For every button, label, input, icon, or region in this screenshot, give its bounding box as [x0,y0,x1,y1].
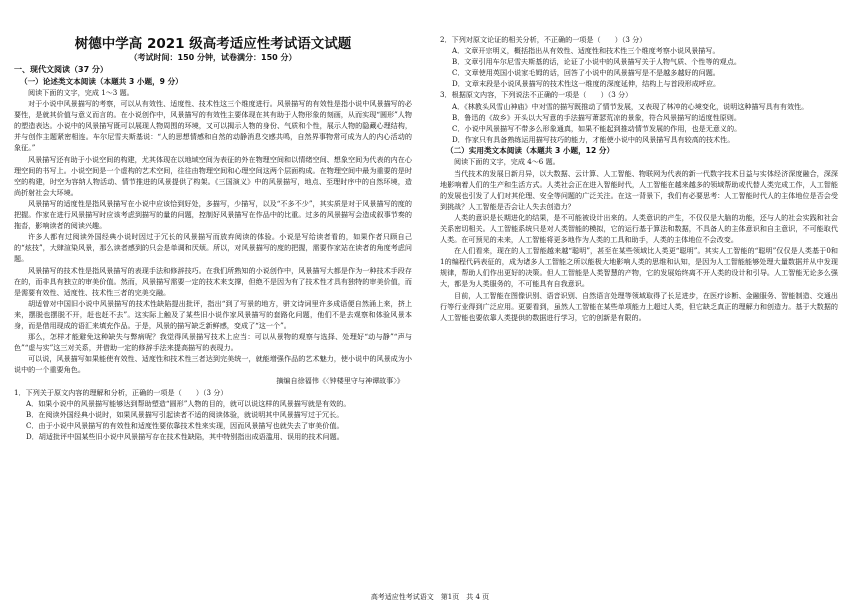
passage2-paragraph: 人类的意识是长期进化的结果，是不可能被设计出来的。人类意识的产生，不仅仅是大脑的功能，还与人的社会实践和社会关系密切相关。人工智能系统只是对人类智能的模拟，它的运行基于算法和数据，不具备人的主体意识和自主意识，不可能取代人类。在可预见的未来，人工智能将更多地作为人类的工具和助手，人类的主体地位不会改变。 [440,212,838,245]
instruction1: 阅读下面的文字，完成 1～3 题。 [28,88,134,97]
question-3-option: B．鲁迅的《故乡》开头以大写意的手法描写萧瑟荒凉的景象，符合风景描写的适度性原则。 [452,112,741,122]
question-2-stem: 2．下列对原文论证的相关分析，不正确的一项是（ ）（3 分） [440,35,647,44]
passage1-paragraph: 风景描写的技术性是指风景描写的表现手法和修辞技巧。在我们所熟知的小说创作中，风景描写大都是作为一种技术手段存在的，而非具有独立的审美价值。然而，风景描写需要一定的技术来支撑，但绝不是因为有了技术性才具有独特的审美价值，而是需要有效性、适度性、技术性三者的完美交融。 [14,265,412,297]
passage1-paragraph: 许多人都有过阅读外国经典小说时因过于冗长的风景描写而放弃阅读的体验。小说是写给读者看的，如果作者只顾自己的“炫技”，大肆渲染风景，那么读者感到的只会是单调和厌烦。所以，对风景描写的度的把握，需要作家站在读者的角度考虑问题。 [14,232,412,264]
passage1-paragraph: 那么，怎样才能避免这种缺失与弊病呢？我觉得风景描写技术上应当：可以从景物的观察与选择、处理好“动与静”“声与色”“虚与实”这三对关系，并借助一定的修辞手法来提高描写的表现力。 [14,332,412,353]
instruction2: 阅读下面的文字，完成 4～6 题。 [454,157,560,167]
question-1-option: B．在阅读外国经典小说时，如果风景描写引起读者不适的阅读体验，就说明其中风景描写过于冗长。 [26,409,344,419]
passage2-paragraph: 目前，人工智能在图像识别、语音识别、自然语言处理等领域取得了长足进步，在医疗诊断、金融服务、智能制造、交通出行等行业得到广泛应用。更要看到，虽然人工智能在某些单项能力上超过人类，但它缺乏真正的理解力和创造力。基于大数据的人工智能也要依靠人类提供的数据进行学习，它的创新是有限的。 [440,290,838,322]
section1-heading: 一、现代文阅读（37 分） [14,65,108,74]
passage1-paragraph: 胡适曾对中国旧小说中风景描写的技术性缺陷提出批评，指出“到了写景的地方，骈文诗词里许多成语便自然涌上来，挤上来，摆脱也摆脱不开，赶也赶不去”。这实际上触及了某些旧小说作家风景描写的套路化问题，他们不是去观察和体验风景本身，而是借用现成的语汇来填充作品。于是，风景的描写缺乏新鲜感，变成了“这一个”。 [14,298,412,330]
passage1-paragraph: 风景描写的适度性是指风景描写在小说中应该恰到好处，多描写，少描写，以及“不多不少”，其实质是对于风景描写的度的把握。作家在进行风景描写时应该考虑到描写的量的问题，控制好风景描写在作品中的比重。过多的风景描写会造成叙事节奏的拖沓，影响读者的阅读兴趣。 [14,198,412,231]
passage1-paragraph: 风景描写还有助于小说空间的构建，尤其体现在以地域空间为表征的外在物理空间和以情绪空间、想象空间为代表的内在心理空间的书写上。小说空间是一个虚构的艺术空间，往往由物理空间和心理空间这两个层面构成。在物理空间中最为重要的是时空的构建，时空为容纳人物活动、情节推进的风景提供了构架。《三国演义》中的风景描写，地点、至理时序中的自然环境，造尚折射社会大环境。 [14,154,412,197]
subsection1-heading: （一）论述类文本阅读（本题共 3 小题，9 分） [20,76,183,86]
question-1-option: C．由于小说中风景描写的有效性和适度性要依靠技术性来实现，因而风景描写也就失去了审美价值。 [26,420,344,430]
passage1-paragraph: 可以说，风景描写如果能使有效性、适度性和技术性三者达到完美统一，就能增强作品的艺术魅力，使小说中的风景成为小说中的一个重要角色。 [14,354,412,375]
question-3-option: A．《林教头风雪山神庙》中对雪的描写既推动了情节发展，又表现了林冲的心境变化，说明这种描写具有有效性。 [452,101,809,111]
passage1-paragraph: 对于小说中风景描写的考察，可以从有效性、适度性、技术性这三个维度进行。风景描写的有效性是指小说中风景描写的必要性，是就其价值与意义而言的。在小说创作中，风景描写的有效性主要体现在其有助于人物形象的刻画，从而实现“圆形”人物的塑造表达。小说中的风景描写既可以展现人物周围的环境，又可以揭示人物的身份、气质和个性，展示人物的隐藏心理结构，并与创作主题紧密相连。车尔尼雪夫斯基说：“人的思想情感和自然的动静消息交感共鸣，自然界事物常可成为人的内心活动的象征。” [14,99,412,153]
question-2-option: B．文章引用车尔尼雪夫斯基的话，论证了小说中的风景描写关于人物气质、个性等的观点。 [452,57,741,67]
question-2-option: C．文章使用英国小说家毛姆的话，回答了小说中的风景描写是不是越多越好的问题。 [452,68,720,78]
page-subtitle: （考试时间：150 分钟，试卷满分：150 分） [129,53,297,62]
passage2-paragraph: 当代技术的发展日新月异，以大数据、云计算、人工智能、物联网为代表的新一代数字技术日益与实体经济深度融合，深深地影响着人们的生产和生活方式。人类社会正在进入智能时代，人工智能在越来越多的领域帮助或代替人类完成工作，人工智能的发展也引发了人们对其伦理、安全等问题的广泛关注。在这一背景下，我们有必要思考：人工智能时代人的主体地位是否会受到挑战？人工智能是否会让人失去创造力？ [440,168,838,211]
question-3-option: D．作家只有具备熟练运用描写技巧的能力，才能使小说中的风景描写具有较高的技术性。 [452,134,735,144]
question-1-option: D．胡适批评中国某些旧小说中风景描写存在技术性缺陷，其中特别指出成语滥用、误用的技术问题。 [26,431,344,441]
question-2-option: A．文章开宗明义，概括指出从有效性、适度性和技术性三个维度考察小说风景描写。 [452,46,720,56]
subsection2-heading: （二）实用类文本阅读（本题共 3 小题，12 分） [446,145,615,155]
passage2-paragraph: 在人们看来，现在的人工智能越来越“聪明”，甚至在某些领域比人类更“聪明”。其实人工智能的“聪明”仅仅是人类基于0和1的编程代码表征的，成为诸多人工智能之所以能极大地影响人类的思维和认知，是因为人工智能能够处理大量数据并从中发现规律，帮助人们作出更好的决策。但人工智能是人类智慧的产物，它的发展始终离不开人类的设计和引导。人工智能无论多么强大，都是为人类服务的，不可能具有自我意识。 [440,246,838,289]
page-title: 树德中学高 2021 级高考适应性考试语文试题 [74,36,352,52]
right-column [440,34,838,323]
question-1-stem: 1．下列关于原文内容的理解和分析，正确的一项是（ ）（3 分） [14,387,228,397]
page-footer: 高考适应性考试语文 第1页 共 4 页 [370,593,490,601]
left-column [14,34,412,442]
question-1-option: A．如果小说中的风景描写能够达到帮助塑造“圆形”人物的目的，就可以说这样的风景描写就是有效的。 [26,398,351,408]
question-3-option: C．小说中风景描写不带多么形象通真，如果不能起到推动情节发展的作用，也是无意义的。 [452,123,742,133]
question-3-stem: 3．根据原文内容，下列说法不正确的一项是（ ）（3 分） [440,90,633,100]
question-2-option: D．文章末段是小说风景描写的技术性这一维度的深度延伸，结构上与首段形成呼应。 [452,79,721,89]
passage1-source: 摘编自徐福伟《〈钟楼里守与神谭故事〉》 [276,376,404,386]
